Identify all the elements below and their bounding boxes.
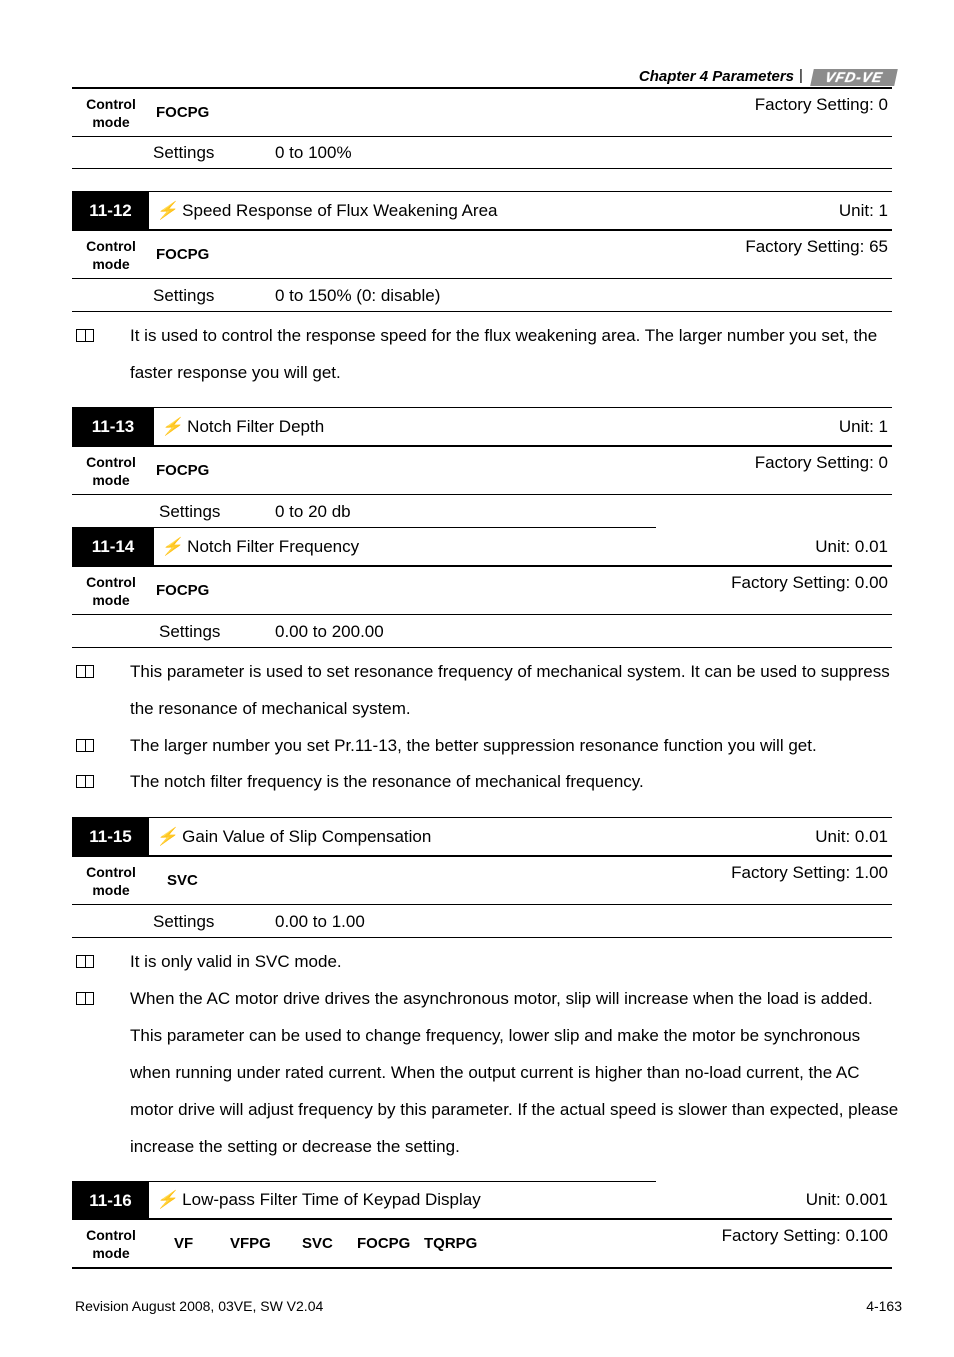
rule <box>72 904 892 905</box>
control-mode-value: FOCPG <box>156 462 210 479</box>
lightning-icon: ⚡ <box>156 1190 178 1209</box>
note-paragraph: It is only valid in SVC mode. <box>130 952 342 971</box>
settings-label: Settings <box>153 286 215 305</box>
settings-value: 0.00 to 200.00 <box>275 622 384 641</box>
settings-value: 0 to 150% (0: disable) <box>275 286 441 305</box>
rule <box>72 937 892 938</box>
lightning-icon: ⚡ <box>161 537 183 556</box>
book-icon <box>76 329 94 342</box>
settings-label: Settings <box>159 502 221 521</box>
control-mode-tqrpg: TQRPG <box>424 1235 478 1252</box>
note-paragraph: This parameter is used to set resonance frequency of mechanical system. It can be used to suppress the resonance of mechanical system. <box>130 662 890 718</box>
rule <box>72 1218 892 1220</box>
control-mode-value: FOCPG <box>156 104 210 121</box>
book-icon <box>76 665 94 678</box>
param-name: ⚡ Speed Response of Flux Weakening Area <box>156 201 498 220</box>
control-mode-focpg: FOCPG <box>357 1235 411 1252</box>
control-mode-label: Control mode <box>86 864 136 898</box>
param-name: ⚡ Notch Filter Frequency <box>161 537 360 556</box>
rule <box>72 229 892 231</box>
rule <box>72 565 892 567</box>
rule <box>72 407 892 408</box>
chapter-title: Chapter 4 Parameters <box>638 68 794 85</box>
revision-text: Revision August 2008, 03VE, SW V2.04 <box>75 1298 324 1314</box>
rule <box>72 1267 892 1269</box>
control-mode-svc: SVC <box>302 1235 333 1252</box>
param-unit: Unit: 0.01 <box>815 827 888 846</box>
note-paragraph: The larger number you set Pr.11-13, the better suppression resonance function you will get. <box>130 736 817 755</box>
param-unit: Unit: 0.001 <box>805 1190 888 1209</box>
factory-setting: Factory Setting: 0.00 <box>731 573 888 592</box>
lightning-icon: ⚡ <box>156 827 178 846</box>
control-mode-value: FOCPG <box>156 582 210 599</box>
lightning-icon: ⚡ <box>156 201 178 220</box>
param-id: 11-12 <box>72 192 149 229</box>
param-id: 11-15 <box>72 818 149 855</box>
note-paragraph: The notch filter frequency is the resonance of mechanical frequency. <box>130 772 644 791</box>
param-unit: Unit: 1 <box>838 417 888 436</box>
settings-label: Settings <box>153 143 215 162</box>
control-mode-label: Control mode <box>86 238 136 272</box>
rule <box>72 311 892 312</box>
page-number: 4-163 <box>866 1298 902 1314</box>
lightning-icon: ⚡ <box>161 417 183 436</box>
rule <box>72 168 892 169</box>
param-id: 11-13 <box>72 408 154 445</box>
control-mode-label: Control mode <box>86 1227 136 1261</box>
control-mode-value: SVC <box>167 872 198 889</box>
factory-setting: Factory Setting: 65 <box>745 237 888 256</box>
book-icon <box>76 775 94 788</box>
param-name: ⚡ Notch Filter Depth <box>161 417 325 436</box>
rule <box>72 278 892 279</box>
settings-label: Settings <box>159 622 221 641</box>
control-mode-vf: VF <box>174 1235 194 1252</box>
settings-label: Settings <box>153 912 215 931</box>
param-name: ⚡ Low-pass Filter Time of Keypad Display <box>156 1190 481 1209</box>
control-mode-value: FOCPG <box>156 246 210 263</box>
factory-setting: Factory Setting: 1.00 <box>731 863 888 882</box>
rule <box>72 647 892 648</box>
factory-setting: Factory Setting: 0.100 <box>721 1226 888 1245</box>
rule <box>72 1181 656 1182</box>
rule <box>72 817 892 818</box>
rule <box>72 494 892 495</box>
rule <box>72 614 892 615</box>
param-id: 11-14 <box>72 528 154 565</box>
vfd-ve-logo: VFD-VE <box>810 69 898 86</box>
note-paragraph: When the AC motor drive drives the asynchronous motor, slip will increase when the load is added. This parameter can be used to change frequency, lower slip and make the motor be synchronous when running under rated current. When the output current is higher than no-load current, the AC motor drive will adjust frequency by this parameter. If the actual speed is slower than expected, please increase the setting or decrease the setting. <box>130 989 899 1156</box>
factory-setting: Factory Setting: 0 <box>754 453 888 472</box>
param-name: ⚡ Gain Value of Slip Compensation <box>156 827 432 846</box>
param-unit: Unit: 0.01 <box>815 537 888 556</box>
settings-value: 0.00 to 1.00 <box>275 912 365 931</box>
rule <box>72 855 892 857</box>
settings-value: 0 to 100% <box>275 143 352 162</box>
control-mode-label: Control mode <box>86 454 136 488</box>
book-icon <box>76 739 94 752</box>
control-mode-vfpg: VFPG <box>230 1235 271 1252</box>
factory-setting: Factory Setting: 0 <box>754 95 888 114</box>
note-paragraph: It is used to control the response speed for the flux weakening area. The larger number you set, the faster response you will get. <box>130 326 878 382</box>
rule <box>72 527 656 528</box>
settings-value: 0 to 20 db <box>275 502 351 521</box>
param-id: 11-16 <box>72 1182 149 1219</box>
book-icon <box>76 955 94 968</box>
rule <box>72 191 892 192</box>
rule <box>72 445 892 447</box>
header-separator: | <box>799 67 803 84</box>
control-mode-label: Control mode <box>86 574 136 608</box>
control-mode-label: Control mode <box>86 96 136 130</box>
rule <box>72 87 892 89</box>
book-icon <box>76 992 94 1005</box>
param-unit: Unit: 1 <box>838 201 888 220</box>
rule <box>72 136 892 137</box>
